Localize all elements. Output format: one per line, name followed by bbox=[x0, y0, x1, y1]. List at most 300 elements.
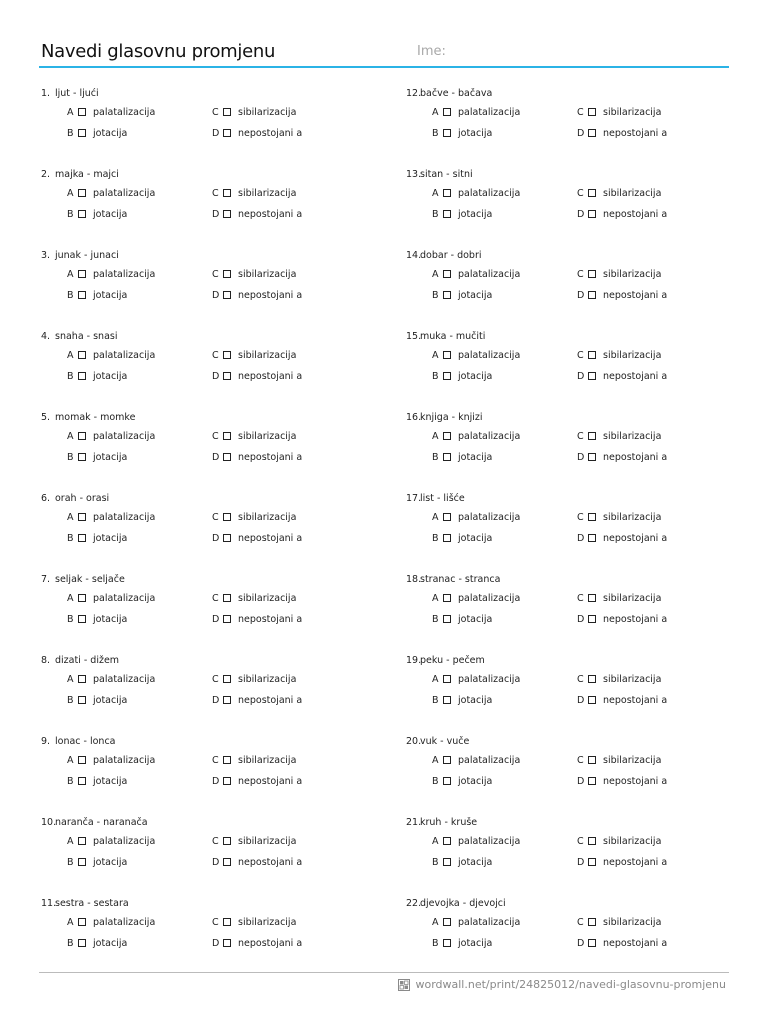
option-label: palatalizacija bbox=[458, 430, 521, 442]
header-divider bbox=[39, 66, 729, 68]
option-letter: C bbox=[577, 916, 584, 928]
option-d[interactable] bbox=[577, 855, 667, 869]
option-a[interactable] bbox=[432, 429, 520, 443]
option-label: palatalizacija bbox=[93, 916, 156, 928]
option-letter: A bbox=[67, 916, 74, 928]
checkbox-icon[interactable] bbox=[78, 837, 86, 845]
question-text: momak - momke bbox=[55, 412, 136, 423]
option-b[interactable] bbox=[432, 450, 492, 464]
question-item bbox=[406, 331, 736, 395]
option-c[interactable] bbox=[577, 186, 661, 200]
option-b[interactable] bbox=[432, 855, 492, 869]
option-a[interactable] bbox=[432, 267, 520, 281]
option-a[interactable] bbox=[67, 186, 155, 200]
option-b[interactable] bbox=[67, 531, 127, 545]
option-label: jotacija bbox=[458, 856, 493, 868]
checkbox-icon[interactable] bbox=[588, 351, 596, 359]
option-label: nepostojani a bbox=[238, 532, 303, 544]
checkbox-icon[interactable] bbox=[78, 432, 86, 440]
option-a[interactable] bbox=[67, 105, 155, 119]
option-d[interactable] bbox=[212, 774, 302, 788]
checkbox-icon[interactable] bbox=[443, 210, 451, 218]
option-letter: B bbox=[432, 694, 439, 706]
checkbox-icon[interactable] bbox=[78, 777, 86, 785]
option-c[interactable] bbox=[212, 186, 296, 200]
checkbox-icon[interactable] bbox=[588, 594, 596, 602]
option-letter: C bbox=[212, 430, 219, 442]
option-b[interactable] bbox=[67, 450, 127, 464]
checkbox-icon[interactable] bbox=[78, 675, 86, 683]
question-text: majka - majci bbox=[55, 169, 119, 180]
question-number: 16. bbox=[406, 412, 422, 423]
option-c[interactable] bbox=[577, 267, 661, 281]
option-letter: C bbox=[212, 835, 219, 847]
option-label: palatalizacija bbox=[93, 592, 156, 604]
option-label: nepostojani a bbox=[603, 208, 668, 220]
option-label: sibilarizacija bbox=[603, 349, 662, 361]
checkbox-icon[interactable] bbox=[588, 675, 596, 683]
option-a[interactable] bbox=[432, 510, 520, 524]
option-c[interactable] bbox=[212, 672, 296, 686]
option-b[interactable] bbox=[67, 774, 127, 788]
checkbox-icon[interactable] bbox=[443, 513, 451, 521]
option-d[interactable] bbox=[577, 450, 667, 464]
option-letter: C bbox=[577, 511, 584, 523]
option-c[interactable] bbox=[577, 915, 661, 929]
option-letter: A bbox=[67, 754, 74, 766]
question-text: knjiga - knjizi bbox=[420, 412, 483, 423]
question-text: djevojka - djevojci bbox=[420, 898, 506, 909]
option-letter: D bbox=[577, 694, 585, 706]
question-number: 20. bbox=[406, 736, 422, 747]
option-b[interactable] bbox=[432, 693, 492, 707]
option-letter: D bbox=[212, 370, 220, 382]
option-letter: A bbox=[67, 592, 74, 604]
checkbox-icon[interactable] bbox=[588, 108, 596, 116]
checkbox-icon[interactable] bbox=[588, 210, 596, 218]
option-c[interactable] bbox=[212, 267, 296, 281]
option-a[interactable] bbox=[67, 834, 155, 848]
option-label: nepostojani a bbox=[603, 127, 668, 139]
option-label: jotacija bbox=[458, 208, 493, 220]
checkbox-icon[interactable] bbox=[223, 351, 231, 359]
option-c[interactable] bbox=[577, 348, 661, 362]
checkbox-icon[interactable] bbox=[223, 270, 231, 278]
option-letter: A bbox=[432, 754, 439, 766]
option-c[interactable] bbox=[212, 591, 296, 605]
checkbox-icon[interactable] bbox=[588, 270, 596, 278]
checkbox-icon[interactable] bbox=[443, 615, 451, 623]
option-label: palatalizacija bbox=[458, 349, 521, 361]
checkbox-icon[interactable] bbox=[78, 372, 86, 380]
option-c[interactable] bbox=[577, 591, 661, 605]
checkbox-icon[interactable] bbox=[223, 129, 231, 137]
option-a[interactable] bbox=[432, 591, 520, 605]
question-number: 1. bbox=[41, 88, 51, 99]
option-label: jotacija bbox=[458, 532, 493, 544]
option-b[interactable] bbox=[67, 288, 127, 302]
checkbox-icon[interactable] bbox=[588, 453, 596, 461]
option-b[interactable] bbox=[432, 369, 492, 383]
option-d[interactable] bbox=[577, 612, 667, 626]
option-letter: A bbox=[67, 511, 74, 523]
option-b[interactable] bbox=[432, 126, 492, 140]
checkbox-icon[interactable] bbox=[443, 129, 451, 137]
option-d[interactable] bbox=[212, 531, 302, 545]
checkbox-icon[interactable] bbox=[588, 615, 596, 623]
option-letter: B bbox=[432, 127, 439, 139]
option-letter: D bbox=[212, 289, 220, 301]
checkbox-icon[interactable] bbox=[443, 534, 451, 542]
option-a[interactable] bbox=[432, 753, 520, 767]
question-number: 8. bbox=[41, 655, 51, 666]
option-letter: C bbox=[577, 835, 584, 847]
checkbox-icon[interactable] bbox=[443, 372, 451, 380]
option-letter: B bbox=[67, 532, 74, 544]
question-item bbox=[41, 898, 371, 962]
option-letter: A bbox=[67, 673, 74, 685]
option-d[interactable] bbox=[212, 936, 302, 950]
checkbox-icon[interactable] bbox=[78, 534, 86, 542]
question-item bbox=[41, 736, 371, 800]
checkbox-icon[interactable] bbox=[588, 189, 596, 197]
question-item bbox=[41, 574, 371, 638]
option-d[interactable] bbox=[212, 369, 302, 383]
checkbox-icon[interactable] bbox=[443, 777, 451, 785]
checkbox-icon[interactable] bbox=[443, 291, 451, 299]
option-letter: B bbox=[432, 856, 439, 868]
checkbox-icon[interactable] bbox=[223, 513, 231, 521]
option-label: nepostojani a bbox=[238, 370, 303, 382]
option-b[interactable] bbox=[67, 693, 127, 707]
checkbox-icon[interactable] bbox=[223, 189, 231, 197]
question-number: 3. bbox=[41, 250, 51, 261]
option-c[interactable] bbox=[577, 510, 661, 524]
question-item bbox=[406, 412, 736, 476]
checkbox-icon[interactable] bbox=[78, 210, 86, 218]
option-letter: C bbox=[212, 511, 219, 523]
checkbox-icon[interactable] bbox=[78, 858, 86, 866]
question-text: vuk - vuče bbox=[420, 736, 470, 747]
option-label: sibilarizacija bbox=[603, 835, 662, 847]
option-a[interactable] bbox=[432, 186, 520, 200]
option-a[interactable] bbox=[67, 510, 155, 524]
checkbox-icon[interactable] bbox=[588, 513, 596, 521]
checkbox-icon[interactable] bbox=[78, 696, 86, 704]
option-c[interactable] bbox=[212, 834, 296, 848]
question-number: 9. bbox=[41, 736, 51, 747]
checkbox-icon[interactable] bbox=[443, 189, 451, 197]
question-number: 14. bbox=[406, 250, 422, 261]
checkbox-icon[interactable] bbox=[223, 615, 231, 623]
checkbox-icon[interactable] bbox=[443, 453, 451, 461]
option-c[interactable] bbox=[212, 510, 296, 524]
option-a[interactable] bbox=[67, 591, 155, 605]
option-d[interactable] bbox=[577, 288, 667, 302]
option-d[interactable] bbox=[577, 531, 667, 545]
option-letter: D bbox=[212, 127, 220, 139]
checkbox-icon[interactable] bbox=[78, 189, 86, 197]
option-label: sibilarizacija bbox=[238, 187, 297, 199]
checkbox-icon[interactable] bbox=[223, 432, 231, 440]
option-d[interactable] bbox=[212, 207, 302, 221]
option-b[interactable] bbox=[67, 126, 127, 140]
checkbox-icon[interactable] bbox=[443, 351, 451, 359]
option-letter: D bbox=[212, 694, 220, 706]
option-d[interactable] bbox=[212, 450, 302, 464]
option-b[interactable] bbox=[67, 612, 127, 626]
question-number: 18. bbox=[406, 574, 422, 585]
option-letter: A bbox=[432, 673, 439, 685]
option-b[interactable] bbox=[67, 369, 127, 383]
option-letter: A bbox=[432, 835, 439, 847]
checkbox-icon[interactable] bbox=[223, 534, 231, 542]
option-a[interactable] bbox=[67, 267, 155, 281]
option-letter: B bbox=[67, 127, 74, 139]
checkbox-icon[interactable] bbox=[588, 291, 596, 299]
question-item bbox=[41, 88, 371, 152]
checkbox-icon[interactable] bbox=[223, 453, 231, 461]
option-label: nepostojani a bbox=[603, 775, 668, 787]
option-label: nepostojani a bbox=[238, 856, 303, 868]
checkbox-icon[interactable] bbox=[223, 108, 231, 116]
option-letter: B bbox=[432, 937, 439, 949]
checkbox-icon[interactable] bbox=[443, 594, 451, 602]
option-b[interactable] bbox=[67, 207, 127, 221]
option-letter: A bbox=[432, 106, 439, 118]
option-label: nepostojani a bbox=[603, 370, 668, 382]
checkbox-icon[interactable] bbox=[588, 756, 596, 764]
question-number: 12. bbox=[406, 88, 422, 99]
checkbox-icon[interactable] bbox=[588, 696, 596, 704]
option-label: nepostojani a bbox=[603, 613, 668, 625]
question-text: orah - orasi bbox=[55, 493, 110, 504]
option-a[interactable] bbox=[432, 672, 520, 686]
option-d[interactable] bbox=[577, 936, 667, 950]
option-c[interactable] bbox=[577, 834, 661, 848]
option-b[interactable] bbox=[432, 774, 492, 788]
option-b[interactable] bbox=[432, 288, 492, 302]
option-d[interactable] bbox=[212, 855, 302, 869]
option-d[interactable] bbox=[577, 126, 667, 140]
option-c[interactable] bbox=[577, 105, 661, 119]
checkbox-icon[interactable] bbox=[443, 696, 451, 704]
option-letter: C bbox=[577, 673, 584, 685]
option-label: sibilarizacija bbox=[603, 916, 662, 928]
option-letter: B bbox=[432, 532, 439, 544]
question-item bbox=[41, 331, 371, 395]
checkbox-icon[interactable] bbox=[78, 513, 86, 521]
checkbox-icon[interactable] bbox=[223, 858, 231, 866]
question-number: 11. bbox=[41, 898, 57, 909]
checkbox-icon[interactable] bbox=[223, 675, 231, 683]
option-a[interactable] bbox=[67, 429, 155, 443]
checkbox-icon[interactable] bbox=[443, 675, 451, 683]
option-d[interactable] bbox=[212, 126, 302, 140]
checkbox-icon[interactable] bbox=[223, 939, 231, 947]
option-label: sibilarizacija bbox=[238, 430, 297, 442]
question-text: lonac - lonca bbox=[55, 736, 116, 747]
checkbox-icon[interactable] bbox=[223, 372, 231, 380]
checkbox-icon[interactable] bbox=[223, 918, 231, 926]
option-letter: D bbox=[577, 775, 585, 787]
option-c[interactable] bbox=[577, 753, 661, 767]
option-b[interactable] bbox=[67, 855, 127, 869]
option-c[interactable] bbox=[577, 672, 661, 686]
checkbox-icon[interactable] bbox=[443, 939, 451, 947]
checkbox-icon[interactable] bbox=[588, 432, 596, 440]
checkbox-icon[interactable] bbox=[588, 534, 596, 542]
checkbox-icon[interactable] bbox=[78, 291, 86, 299]
checkbox-icon[interactable] bbox=[78, 270, 86, 278]
checkbox-icon[interactable] bbox=[443, 432, 451, 440]
option-label: jotacija bbox=[458, 127, 493, 139]
checkbox-icon[interactable] bbox=[78, 756, 86, 764]
option-letter: B bbox=[67, 208, 74, 220]
option-label: nepostojani a bbox=[603, 694, 668, 706]
option-label: palatalizacija bbox=[93, 349, 156, 361]
option-label: palatalizacija bbox=[458, 835, 521, 847]
option-letter: C bbox=[212, 349, 219, 361]
question-text: peku - pečem bbox=[420, 655, 485, 666]
option-letter: B bbox=[432, 451, 439, 463]
option-letter: B bbox=[432, 289, 439, 301]
question-text: bačve - bačava bbox=[420, 88, 493, 99]
option-a[interactable] bbox=[432, 105, 520, 119]
option-label: palatalizacija bbox=[458, 592, 521, 604]
option-c[interactable] bbox=[577, 429, 661, 443]
checkbox-icon[interactable] bbox=[588, 837, 596, 845]
option-letter: D bbox=[577, 613, 585, 625]
option-c[interactable] bbox=[212, 753, 296, 767]
option-label: nepostojani a bbox=[238, 208, 303, 220]
checkbox-icon[interactable] bbox=[443, 108, 451, 116]
checkbox-icon[interactable] bbox=[78, 108, 86, 116]
option-a[interactable] bbox=[67, 753, 155, 767]
question-text: sestra - sestara bbox=[55, 898, 129, 909]
option-c[interactable] bbox=[212, 915, 296, 929]
option-a[interactable] bbox=[67, 348, 155, 362]
checkbox-icon[interactable] bbox=[223, 594, 231, 602]
checkbox-icon[interactable] bbox=[443, 837, 451, 845]
question-number: 19. bbox=[406, 655, 422, 666]
option-letter: D bbox=[577, 127, 585, 139]
option-letter: C bbox=[212, 106, 219, 118]
option-a[interactable] bbox=[432, 834, 520, 848]
question-item bbox=[406, 250, 736, 314]
option-label: jotacija bbox=[458, 613, 493, 625]
question-item bbox=[41, 493, 371, 557]
checkbox-icon[interactable] bbox=[78, 939, 86, 947]
option-d[interactable] bbox=[577, 693, 667, 707]
option-letter: D bbox=[212, 775, 220, 787]
option-letter: C bbox=[577, 268, 584, 280]
option-label: jotacija bbox=[93, 451, 128, 463]
checkbox-icon[interactable] bbox=[223, 756, 231, 764]
option-letter: B bbox=[67, 937, 74, 949]
checkbox-icon[interactable] bbox=[588, 858, 596, 866]
option-c[interactable] bbox=[212, 429, 296, 443]
option-a[interactable] bbox=[67, 672, 155, 686]
footer-url: wordwall.net/print/24825012/navedi-glasovnu-promjenu bbox=[415, 978, 726, 991]
page-title: Navedi glasovnu promjenu bbox=[41, 41, 276, 62]
option-d[interactable] bbox=[577, 207, 667, 221]
option-letter: B bbox=[67, 856, 74, 868]
option-b[interactable] bbox=[67, 936, 127, 950]
question-item bbox=[41, 655, 371, 719]
option-c[interactable] bbox=[212, 348, 296, 362]
option-b[interactable] bbox=[432, 207, 492, 221]
option-label: palatalizacija bbox=[93, 673, 156, 685]
option-label: sibilarizacija bbox=[238, 106, 297, 118]
checkbox-icon[interactable] bbox=[78, 615, 86, 623]
option-label: nepostojani a bbox=[603, 289, 668, 301]
option-label: nepostojani a bbox=[603, 451, 668, 463]
checkbox-icon[interactable] bbox=[78, 594, 86, 602]
option-label: sibilarizacija bbox=[603, 187, 662, 199]
checkbox-icon[interactable] bbox=[588, 372, 596, 380]
checkbox-icon[interactable] bbox=[443, 756, 451, 764]
option-letter: B bbox=[67, 451, 74, 463]
checkbox-icon[interactable] bbox=[223, 837, 231, 845]
checkbox-icon[interactable] bbox=[223, 291, 231, 299]
option-d[interactable] bbox=[212, 612, 302, 626]
option-label: sibilarizacija bbox=[603, 754, 662, 766]
checkbox-icon[interactable] bbox=[588, 939, 596, 947]
option-label: sibilarizacija bbox=[603, 268, 662, 280]
option-letter: A bbox=[67, 835, 74, 847]
checkbox-icon[interactable] bbox=[588, 777, 596, 785]
option-label: sibilarizacija bbox=[238, 268, 297, 280]
checkbox-icon[interactable] bbox=[78, 129, 86, 137]
option-label: palatalizacija bbox=[458, 916, 521, 928]
option-b[interactable] bbox=[432, 531, 492, 545]
checkbox-icon[interactable] bbox=[588, 918, 596, 926]
question-number: 7. bbox=[41, 574, 51, 585]
checkbox-icon[interactable] bbox=[443, 858, 451, 866]
option-d[interactable] bbox=[212, 288, 302, 302]
checkbox-icon[interactable] bbox=[78, 351, 86, 359]
option-letter: D bbox=[577, 370, 585, 382]
option-b[interactable] bbox=[432, 612, 492, 626]
option-b[interactable] bbox=[432, 936, 492, 950]
option-a[interactable] bbox=[432, 915, 520, 929]
checkbox-icon[interactable] bbox=[223, 696, 231, 704]
option-label: sibilarizacija bbox=[603, 106, 662, 118]
checkbox-icon[interactable] bbox=[223, 210, 231, 218]
option-c[interactable] bbox=[212, 105, 296, 119]
option-label: jotacija bbox=[93, 532, 128, 544]
checkbox-icon[interactable] bbox=[443, 270, 451, 278]
name-label: Ime: bbox=[417, 44, 446, 59]
question-number: 15. bbox=[406, 331, 422, 342]
option-label: sibilarizacija bbox=[603, 430, 662, 442]
checkbox-icon[interactable] bbox=[588, 129, 596, 137]
option-letter: D bbox=[212, 856, 220, 868]
option-label: jotacija bbox=[93, 208, 128, 220]
option-a[interactable] bbox=[67, 915, 155, 929]
option-d[interactable] bbox=[577, 369, 667, 383]
checkbox-icon[interactable] bbox=[78, 918, 86, 926]
option-d[interactable] bbox=[212, 693, 302, 707]
checkbox-icon[interactable] bbox=[78, 453, 86, 461]
checkbox-icon[interactable] bbox=[443, 918, 451, 926]
option-label: jotacija bbox=[93, 856, 128, 868]
checkbox-icon[interactable] bbox=[223, 777, 231, 785]
option-letter: B bbox=[67, 775, 74, 787]
option-a[interactable] bbox=[432, 348, 520, 362]
option-d[interactable] bbox=[577, 774, 667, 788]
